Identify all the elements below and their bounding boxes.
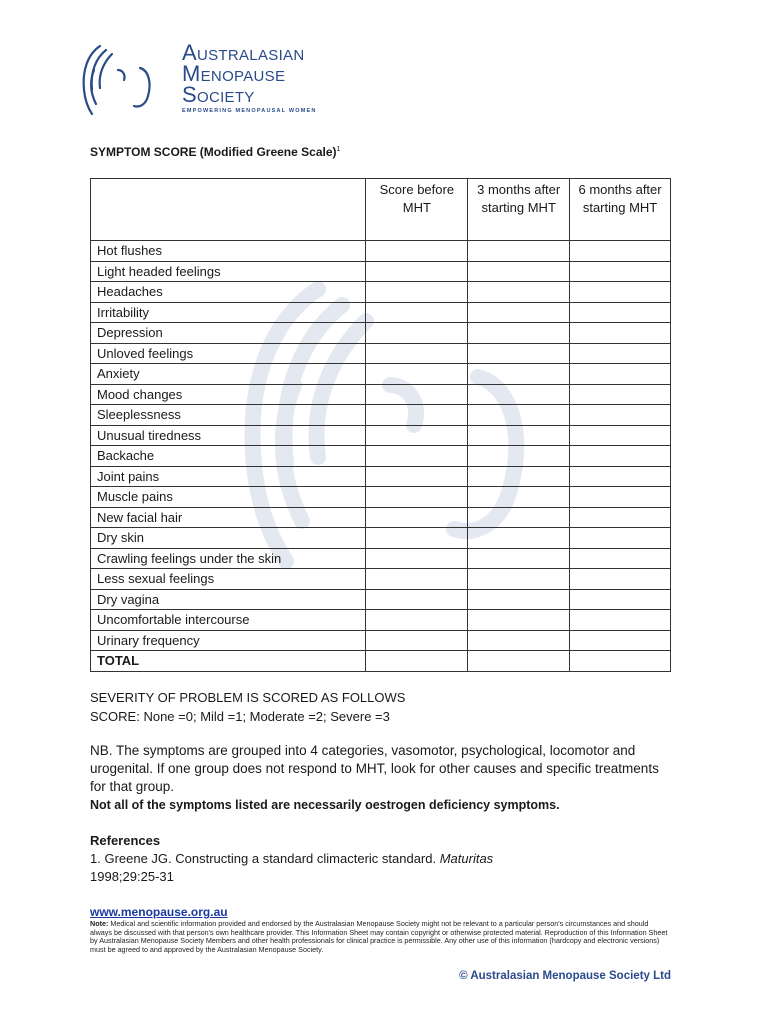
score-before-cell[interactable] — [366, 261, 468, 282]
symptom-label: Muscle pains — [91, 487, 366, 508]
score-3-months-cell[interactable] — [468, 425, 570, 446]
header-score-before: Score before MHT — [366, 179, 468, 241]
score-6-months-cell[interactable] — [570, 589, 671, 610]
symptom-label: Depression — [91, 323, 366, 344]
score-3-months-cell[interactable] — [468, 589, 570, 610]
footnote-marker: 1 — [336, 146, 341, 153]
score-6-months-cell[interactable] — [570, 323, 671, 344]
symptom-label: Sleeplessness — [91, 405, 366, 426]
page-title — [90, 145, 340, 159]
score-3-months-cell[interactable] — [468, 507, 570, 528]
score-6-months-cell[interactable] — [570, 405, 671, 426]
website-link[interactable]: www.menopause.org.au — [90, 905, 228, 919]
table-row — [91, 528, 671, 549]
table-row — [91, 507, 671, 528]
table-row — [91, 610, 671, 631]
logo — [78, 40, 358, 120]
table-row — [91, 323, 671, 344]
severity-line2: SCORE: None =0; Mild =1; Moderate =2; Severe =3 — [90, 709, 390, 724]
score-before-cell[interactable] — [366, 589, 468, 610]
score-6-months-cell[interactable] — [570, 261, 671, 282]
score-6-months-cell[interactable] — [570, 343, 671, 364]
score-before-cell[interactable] — [366, 384, 468, 405]
note-text: Medical and scientific information provided and endorsed by the Australasian Menopause Society might not be relevant to a particular person's circumstances and should always be discussed with that person's own healthcare provider. This Information Sheet may contain copyright or otherwise protected material. Reproduction of this Information Sheet by Australasian Menopause Society Members and other health professionals for clinical practice is permissible. Any other use of this information (hardcopy and electronic versions) must be agreed to and approved by the Australasian Menopause Society. — [90, 919, 668, 954]
score-3-months-cell[interactable] — [468, 323, 570, 344]
score-6-months-cell[interactable] — [570, 548, 671, 569]
symptom-label: Headaches — [91, 282, 366, 303]
score-6-months-cell[interactable] — [570, 241, 671, 262]
score-before-cell[interactable] — [366, 487, 468, 508]
symptom-score-table — [90, 178, 671, 672]
score-6-months-cell[interactable] — [570, 425, 671, 446]
nb-bold-text: Not all of the symptoms listed are necessarily oestrogen deficiency symptoms. — [90, 798, 560, 812]
score-6-months-cell[interactable] — [570, 651, 671, 672]
symptom-label: Irritability — [91, 302, 366, 323]
score-3-months-cell[interactable] — [468, 630, 570, 651]
symptom-label: Less sexual feelings — [91, 569, 366, 590]
header-3-months: 3 months after starting MHT — [468, 179, 570, 241]
score-before-cell[interactable] — [366, 466, 468, 487]
symptom-label: Light headed feelings — [91, 261, 366, 282]
score-before-cell[interactable] — [366, 323, 468, 344]
table-row — [91, 241, 671, 262]
org-name-line2: Menopause — [182, 61, 286, 86]
table-row — [91, 282, 671, 303]
score-6-months-cell[interactable] — [570, 507, 671, 528]
header-6-months: 6 months after starting MHT — [570, 179, 671, 241]
reference-1 — [90, 850, 493, 868]
score-6-months-cell[interactable] — [570, 446, 671, 467]
score-before-cell[interactable] — [366, 425, 468, 446]
score-before-cell[interactable] — [366, 630, 468, 651]
total-label: TOTAL — [91, 651, 366, 672]
header-symptom — [91, 179, 366, 241]
symptom-label: Unusual tiredness — [91, 425, 366, 446]
score-3-months-cell[interactable] — [468, 364, 570, 385]
score-6-months-cell[interactable] — [570, 630, 671, 651]
score-3-months-cell[interactable] — [468, 487, 570, 508]
score-before-cell[interactable] — [366, 528, 468, 549]
total-row — [91, 651, 671, 672]
disclaimer-note — [90, 920, 670, 954]
score-6-months-cell[interactable] — [570, 282, 671, 303]
org-name-line1: Australasian — [182, 40, 305, 65]
score-6-months-cell[interactable] — [570, 466, 671, 487]
score-before-cell[interactable] — [366, 548, 468, 569]
score-3-months-cell[interactable] — [468, 446, 570, 467]
logo-emblem-icon — [78, 40, 168, 120]
symptom-label: Urinary frequency — [91, 630, 366, 651]
symptom-label: Dry vagina — [91, 589, 366, 610]
score-before-cell[interactable] — [366, 302, 468, 323]
copyright: © Australasian Menopause Society Ltd — [459, 970, 671, 982]
score-3-months-cell[interactable] — [468, 241, 570, 262]
score-before-cell[interactable] — [366, 343, 468, 364]
table-row — [91, 548, 671, 569]
references-heading: References — [90, 833, 161, 848]
score-6-months-cell[interactable] — [570, 528, 671, 549]
tagline: EMPOWERING MENOPAUSAL WOMEN — [182, 108, 317, 114]
score-before-cell[interactable] — [366, 569, 468, 590]
score-6-months-cell[interactable] — [570, 384, 671, 405]
table-row — [91, 466, 671, 487]
page-title-text: SYMPTOM SCORE (Modified Greene Scale) — [90, 145, 337, 159]
symptom-rows — [91, 241, 671, 672]
table-header-row — [91, 179, 671, 241]
table-row — [91, 405, 671, 426]
score-3-months-cell[interactable] — [468, 261, 570, 282]
references — [90, 832, 493, 886]
table-row — [91, 364, 671, 385]
score-3-months-cell[interactable] — [468, 548, 570, 569]
score-before-cell[interactable] — [366, 446, 468, 467]
score-3-months-cell[interactable] — [468, 651, 570, 672]
score-3-months-cell[interactable] — [468, 610, 570, 631]
severity-info — [90, 688, 405, 726]
reference-1-journal: Maturitas — [439, 851, 494, 866]
score-before-cell[interactable] — [366, 364, 468, 385]
table-row — [91, 589, 671, 610]
score-3-months-cell[interactable] — [468, 569, 570, 590]
score-before-cell[interactable] — [366, 507, 468, 528]
table-row — [91, 487, 671, 508]
symptom-label: Backache — [91, 446, 366, 467]
score-3-months-cell[interactable] — [468, 302, 570, 323]
symptom-label: Dry skin — [91, 528, 366, 549]
symptom-label: New facial hair — [91, 507, 366, 528]
nb-paragraph — [90, 742, 670, 814]
score-6-months-cell[interactable] — [570, 364, 671, 385]
score-before-cell[interactable] — [366, 405, 468, 426]
score-before-cell[interactable] — [366, 282, 468, 303]
symptom-label: Joint pains — [91, 466, 366, 487]
reference-1-text: 1. Greene JG. Constructing a standard climacteric standard. — [90, 851, 440, 866]
org-name-line3: Society — [182, 82, 255, 107]
symptom-label: Uncomfortable intercourse — [91, 610, 366, 631]
table-row — [91, 425, 671, 446]
table-row — [91, 302, 671, 323]
score-6-months-cell[interactable] — [570, 610, 671, 631]
symptom-label: Crawling feelings under the skin — [91, 548, 366, 569]
score-3-months-cell[interactable] — [468, 466, 570, 487]
table-row — [91, 384, 671, 405]
reference-1-citation: 1998;29:25-31 — [90, 869, 174, 884]
org-name — [182, 42, 304, 105]
score-3-months-cell[interactable] — [468, 282, 570, 303]
symptom-label: Anxiety — [91, 364, 366, 385]
table-row — [91, 569, 671, 590]
score-before-cell[interactable] — [366, 241, 468, 262]
symptom-label: Mood changes — [91, 384, 366, 405]
score-6-months-cell[interactable] — [570, 569, 671, 590]
severity-line1: SEVERITY OF PROBLEM IS SCORED AS FOLLOWS — [90, 690, 406, 705]
score-3-months-cell[interactable] — [468, 384, 570, 405]
nb-text: NB. The symptoms are grouped into 4 categories, vasomotor, psychological, locomotor and urogenital. If one group does not respond to MHT, look for other causes and specific treatments for that group. — [90, 743, 659, 794]
score-6-months-cell[interactable] — [570, 302, 671, 323]
table-row — [91, 343, 671, 364]
symptom-label: Unloved feelings — [91, 343, 366, 364]
score-before-cell[interactable] — [366, 651, 468, 672]
score-3-months-cell[interactable] — [468, 343, 570, 364]
note-label: Note: — [90, 919, 109, 928]
table-row — [91, 261, 671, 282]
score-6-months-cell[interactable] — [570, 487, 671, 508]
score-before-cell[interactable] — [366, 610, 468, 631]
score-3-months-cell[interactable] — [468, 528, 570, 549]
table-row — [91, 446, 671, 467]
table-row — [91, 630, 671, 651]
symptom-label: Hot flushes — [91, 241, 366, 262]
score-3-months-cell[interactable] — [468, 405, 570, 426]
